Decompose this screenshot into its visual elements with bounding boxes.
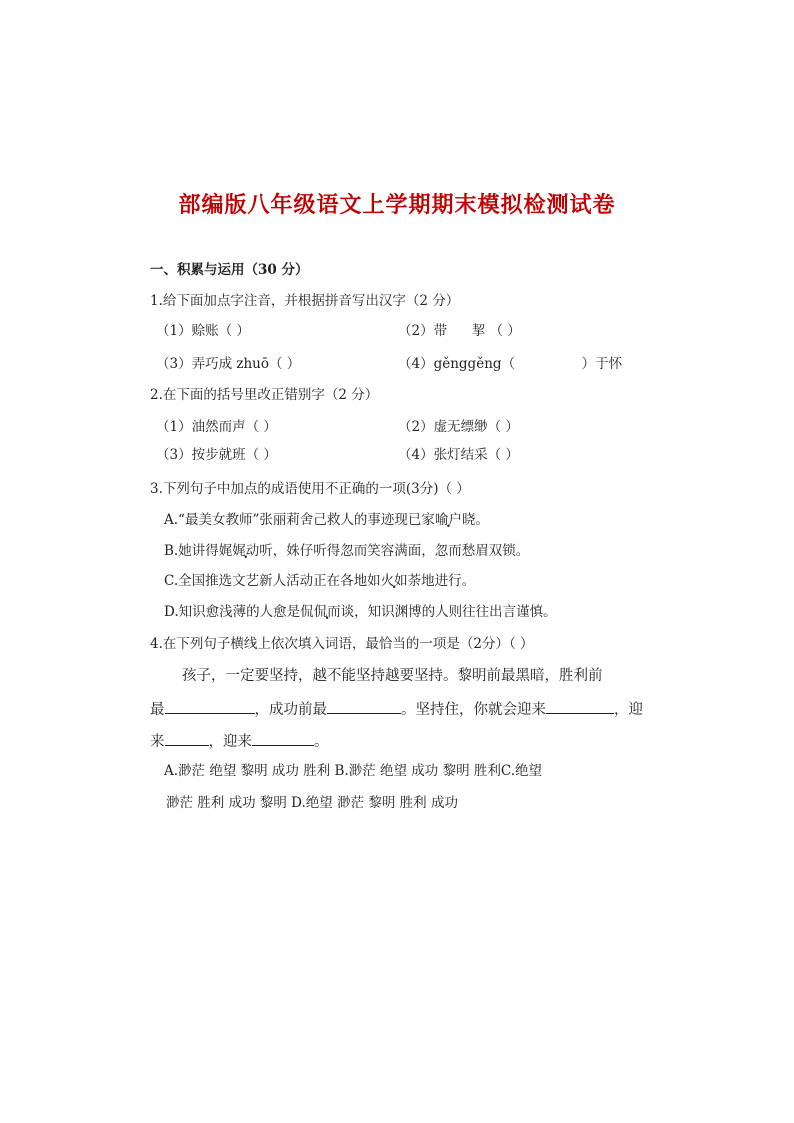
dotted-idiom: 侃侃而谈 — [300, 604, 355, 620]
fill-blank[interactable] — [165, 731, 209, 746]
question-1-item-2-prefix: （2）带 — [398, 323, 448, 339]
question-2-item-1: （1）油然而声（ ） — [156, 419, 277, 435]
question-4-passage-line-2 — [150, 699, 643, 719]
dotted-idiom: 娓娓动听 — [218, 543, 273, 559]
dotted-idiom: 如火如荼 — [367, 573, 422, 589]
question-1-item-2 — [398, 322, 521, 340]
question-3-option-d — [164, 603, 557, 621]
question-3-option-a — [164, 511, 489, 529]
question-2-item-3: （3）按步就班（ ） — [156, 447, 277, 463]
passage-text: ，迎来 — [208, 734, 252, 750]
question-4-options-line-1: A.渺茫 绝望 黎明 成功 胜利 B.渺茫 绝望 成功 黎明 胜利C.绝望 — [164, 763, 543, 779]
passage-text: 。坚持住，你就会迎来 — [401, 702, 546, 718]
option-text: B.她讲得 — [164, 543, 219, 559]
passage-text: 来 — [150, 734, 165, 750]
question-4-passage-line-1: 孩子，一定要坚持，越不能坚持越要坚持。黎明前最黑暗，胜利前 — [182, 668, 603, 684]
question-1-stem: 1.给下面加点字注音，并根据拼音写出汉字（2 分） — [150, 293, 460, 309]
option-text: ，知识渊博的人则往往出言谨慎。 — [354, 604, 557, 620]
question-2-item-2: （2）虚无缥缈（ ） — [398, 419, 519, 435]
question-3-stem: 3.下列句子中加点的成语使用不正确的一项(3分)（ ） — [150, 481, 470, 497]
question-1-item-2-suffix: 挈 （ ） — [471, 323, 521, 339]
question-2-item-4: （4）张灯结采（ ） — [398, 447, 519, 463]
question-1-item-4-prefix: （4）gěnggěng（ — [398, 356, 516, 372]
question-4-passage-line-3 — [150, 731, 329, 751]
fill-blank[interactable] — [546, 699, 614, 714]
passage-text: ，成功前最 — [254, 702, 327, 718]
passage-text: 最 — [150, 702, 165, 718]
option-text: A.“最美女教师”张丽莉舍己救人的事迹现已 — [164, 512, 422, 528]
document-title: 部编版八年级语文上学期期末模拟检测试卷 — [178, 192, 616, 218]
fill-blank[interactable] — [165, 699, 255, 714]
section-heading: 一、积累与运用（30 分） — [150, 262, 309, 278]
option-text: 地进行。 — [421, 573, 476, 589]
dotted-idiom: 家喻户晓 — [421, 512, 476, 528]
question-1-item-1: （1）赊账（ ） — [156, 323, 250, 339]
passage-text: 。 — [314, 734, 329, 750]
option-text: C.全国推选文艺新人活动正在各地 — [164, 573, 368, 589]
option-text: ，姝仔听得忽而笑容满面，忽而愁眉双锁。 — [272, 543, 530, 559]
question-3-option-b — [164, 542, 529, 560]
question-3-option-c — [164, 572, 475, 590]
fill-blank[interactable] — [327, 699, 401, 714]
question-4-stem: 4.在下列句子横线上依次填入词语，最恰当的一项是（2分）（ ） — [150, 636, 534, 652]
question-1-item-4 — [398, 355, 622, 373]
fill-blank[interactable] — [252, 731, 314, 746]
question-1-item-3: （3）弄巧成 zhuō（ ） — [156, 356, 301, 372]
question-2-stem: 2.在下面的括号里改正错别字（2 分） — [150, 387, 379, 403]
option-text: D.知识愈浅薄的人愈是 — [164, 604, 301, 620]
question-4-options-line-2: 渺茫 胜利 成功 黎明 D.绝望 渺茫 黎明 胜利 成功 — [166, 795, 458, 811]
passage-text: ，迎 — [614, 702, 643, 718]
question-1-item-4-suffix: ）于怀 — [581, 356, 623, 372]
option-text: 。 — [475, 512, 489, 528]
